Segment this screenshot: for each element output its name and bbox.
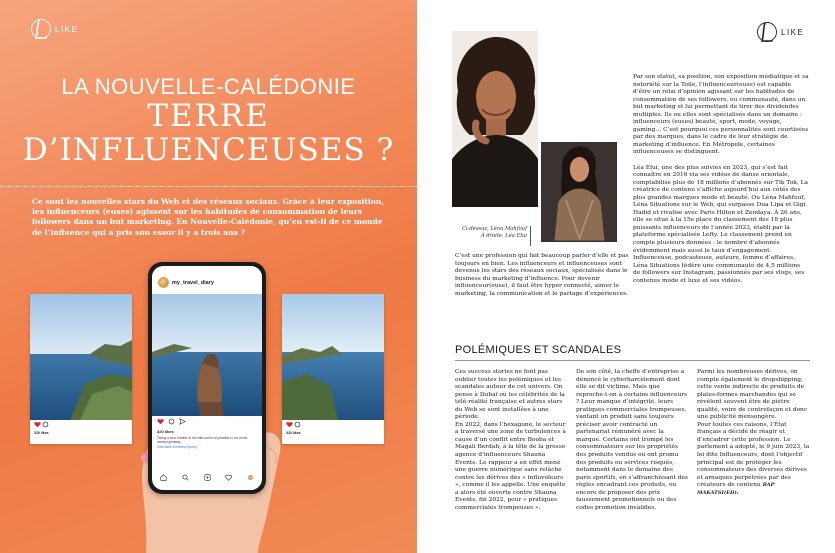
view-comments-link[interactable]: View More Comment (more) (157, 445, 197, 449)
phone-mockup (148, 262, 266, 494)
paragraph (697, 422, 811, 497)
article-column-3 (697, 369, 811, 497)
headline-line-1: LA NOUVELLE-CALÉDONIE (61, 74, 356, 99)
phone-screen (152, 266, 262, 490)
section-divider (455, 360, 810, 361)
heart-outline-icon[interactable] (225, 474, 232, 481)
avatar[interactable] (158, 277, 169, 288)
intro-paragraph: Ce sont les nouvelles stars du Web et des réseaux sociaux. Grâce à leur exposition, les influenceurs (euses) agissent sur les habitudes de consommation de leurs followers dans un but marketing. En Nouvelle-Calédonie, qu’en est-il de ce monde de l’influence qui a pris son essor il y a trois ans ? (32, 197, 384, 237)
portrait-lena-mahfouf (452, 31, 538, 207)
caption-line-2: À droite, Léa Elui (480, 233, 527, 239)
heart-icon[interactable] (34, 421, 41, 428)
byline: BAP MAKATSI(ED). (697, 482, 775, 496)
caption-divider (530, 226, 531, 246)
post-likes: 320 likes (157, 429, 174, 434)
profile-icon[interactable] (247, 474, 254, 481)
paragraph: De son côté, la cheffe d’entreprise a dénoncé le cyberharcèlement dont elle se dit victime. Mais que reproche-t-on à certains influenceurs ? Leur manque d’intégrité, leurs pratiques commerciales trompeuses, vantant un produit sans toujours préciser avoir contracté un partenariat rémunéré avec la marque. Certains ont trompé les consommateurs sur les propriétés des produits vendus ou ont promu des produits ou services risqués, notamment dans le domaine des paris sportifs, en s’affranchissant des règles encadrant ces produits, ou encore de proposer des prix faussement promotionnels ou des codes promotion invalides. (576, 369, 688, 511)
home-icon[interactable] (160, 474, 167, 481)
post-username[interactable]: my_travel_diary (172, 279, 214, 286)
section-heading: POLÉMIQUES ET SCANDALES (455, 344, 622, 356)
dotted-divider (0, 186, 417, 187)
like-logo (756, 20, 804, 44)
paragraph: En 2022, dans l’hexagone, le secteur a traversé une zone de turbulences à cause d’un conflit entre Booba et Magali Berdah, à la tête de la grosse agence d’influenceurs Shauna Events. Le rappeur a en effet mené une guerre numérique sans relâche contre les dérives des « influvoleurs », comme il les appelle. Une enquête a alors été ouverte contre Shauna Events, fin 2022, pour « pratiques commerciales trompeuses ». (455, 421, 566, 511)
add-post-icon[interactable] (204, 474, 211, 481)
paragraph: C’est une profession qui fait beaucoup parler d’elle et pas toujours en bien. Les influenceurs et influenceuses sont devenus les stars des réseaux sociaux, spécialisés dans le business du marketing d’influence. Pour devenir influenceur(euse), il faut être hyper connecté, aimer le marketing, la communication et le partage d’expériences. (455, 253, 629, 297)
photo-caption (447, 226, 527, 240)
search-icon[interactable] (182, 474, 189, 481)
article-column-2 (576, 369, 688, 512)
portrait-lea-elui (540, 141, 618, 243)
heart-icon[interactable] (157, 418, 164, 425)
article-column-1 (455, 369, 569, 512)
paragraph-text: Pour toutes ces raisons, l’État français a décidé de réagir et d’encadrer cette profession. Le parlement a adopté, le 9 juin 2023, la loi dite Influenceurs, dont l’objectif principal est de protéger les consommateurs des diverses dérives et arnaques perpétrées par des créateurs de contenu (697, 421, 810, 489)
article-column-mid-left (455, 253, 629, 298)
comment-icon[interactable] (42, 421, 49, 428)
logo-text: LIKE (55, 24, 79, 34)
paragraph: Ces success stories ne font pas oublier toutes les polémiques et les scandales autour de cet univers. On pense à Dubaï où les célébrités de la télé-réalité française et autres stars du Web se sont installées à une période. (455, 369, 565, 421)
card-left-likes: 320 likes (34, 431, 49, 435)
caption-line-1: Ci-dessus, Léna Mahfouf (461, 226, 527, 232)
comment-icon[interactable] (168, 418, 175, 425)
share-icon[interactable] (179, 418, 186, 425)
logo-text: LIKE (781, 27, 805, 37)
left-page (0, 0, 417, 553)
post-photo (152, 294, 262, 416)
headline-line-3: D’INFLUENCEUSES ? (22, 132, 395, 168)
like-logo-icon (30, 17, 52, 41)
paragraph: Léa Elui, une des plus suivies en 2023, qui s’est fait connaître en 2016 via ses vidéos de danse orientale, comptabilise plus de 18 millions d’abonnés sur Tik Tok. La créatrice de contenu s’affiche aujourd’hui aux côtés des plus grandes marques mode et beauté. Ou Léna Mahfouf, Léna Situations sur le Web, qui surpasse Dua Lipa et Gigi Hadid et rivalise avec Paris Hilton et Zendaya. À 26 ans, elle se situe à la 15e place du classement des 18 plus puissants influenceurs de l’année 2023, établi par la plateforme spécialisée Lefty. Le classement prend en compte plusieurs données : le nombre d’abonnés évidemment mais aussi le taux d’engagement. Influenceuse, podcasteuse, auteure, femme d’affaires, Léna Situations fédère une communauté de 4,5 millions de followers sur Instagram, passionnés par ses vlogs, ses contenus mode et luxe et ses vidéos. (633, 164, 809, 284)
article-column-top-right (633, 74, 809, 293)
paragraph: Par son statut, sa position, son exposition médiatique et sa notoriété sur la Toile, l’influenceur(euse) est capable d’être un relai d’opinion agissant sur les habitudes de consommation de ses followers, ou communauté, dans un but marketing et lui permettant de tirer des dividendes multiples. Ils ou elles sont spécialisés dans un domaine : influenceurs (euses) beauté, sport, mode, voyage, gaming… C’est pourquoi ces personnalités sont courtisées par des marques, dans le cadre de leur stratégie de marketing d’influence. En Métropole, certaines influenceuses se distinguent. (633, 74, 809, 156)
post-header (158, 277, 214, 288)
card-left-actions (34, 421, 49, 428)
headline-line-2: TERRE (147, 98, 270, 134)
paragraph: Parmi les nombreuses dérives, on compte également le dropshipping, cette vente indirecte de produits de plates-formes marchandes qui se révèlent souvent être de piètre qualité, voire de contrefaçon et donc une publicité mensongère. (697, 369, 808, 421)
card-right-likes: 320 likes (286, 431, 301, 435)
phone-bottom-nav (160, 474, 254, 481)
post-caption: Taking a slow breathe in the little corner of paradise in our much-needed getaway (157, 436, 249, 445)
post-actions (157, 418, 186, 425)
like-logo-icon (756, 20, 778, 44)
like-logo (30, 17, 78, 41)
